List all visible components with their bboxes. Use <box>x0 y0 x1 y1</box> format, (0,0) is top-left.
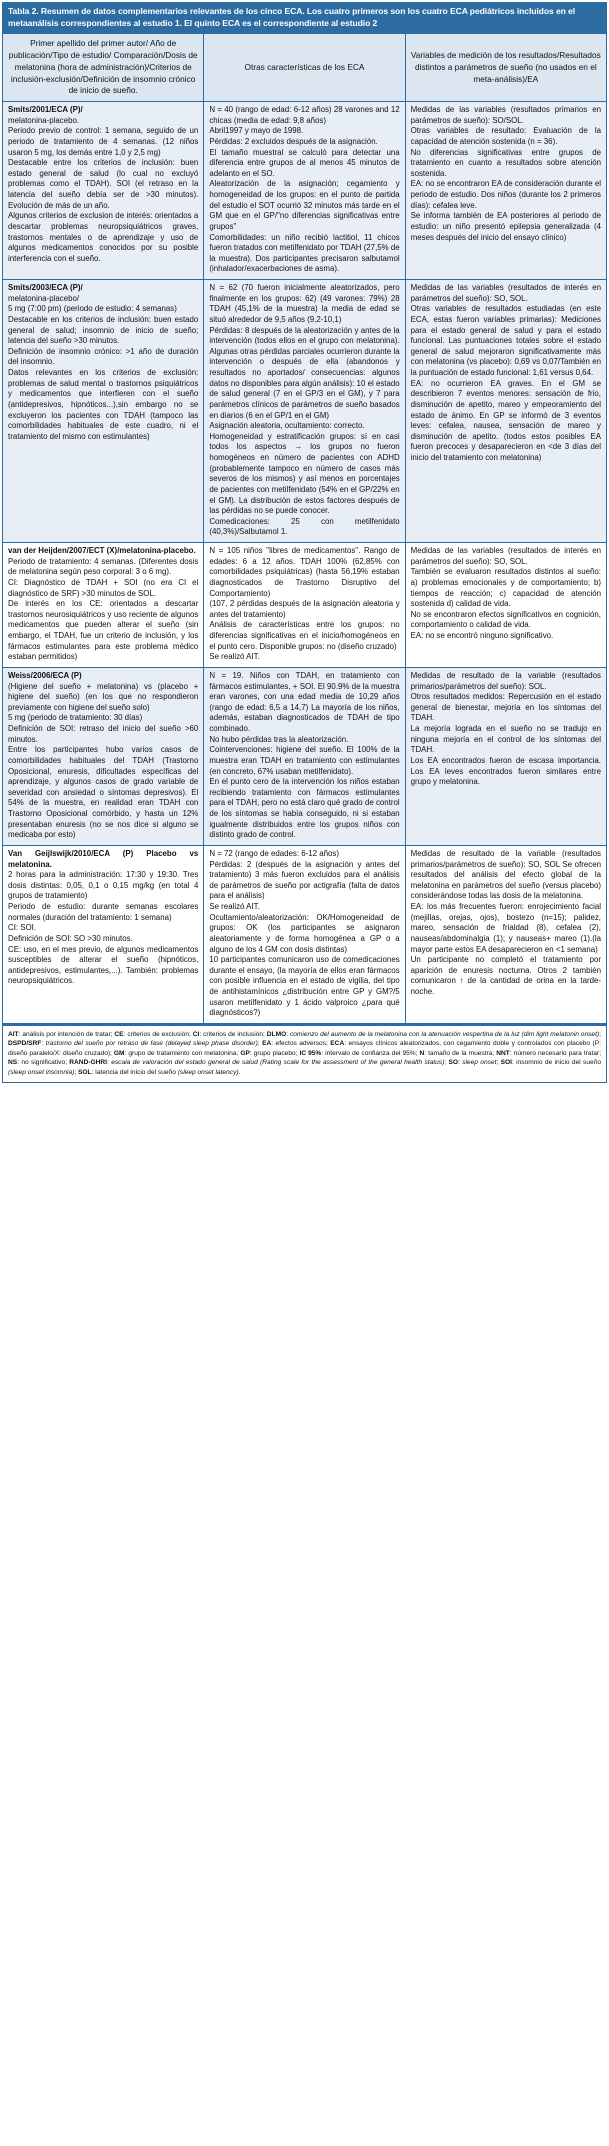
cell-paragraph: EA: los más frecuentes fueron: enrojecimiento facial (mejillas, orejas, ojos), bostezo (n=15); palidez, mareo, sensación de frialdad (8), cefalea (2), nauseas/abdominalgia (1); y nauseas+ mareo (1).(la mayor parte estos EA desaparecieron en <1 semana) <box>410 902 601 954</box>
cell-paragraph: Aleatorización de la asignación; cegamiento y homogeneidad de los grupos: en el punto de partida del estudio el SOT ocurrió 32 minutos más tarde en el GM que en el GP/"no diferencias significativas entre grupos" <box>209 179 400 231</box>
cell-col2 <box>204 280 405 543</box>
cell-paragraph: La mejoría lograda en el sueño no se tradujo en ninguna mejoría en el control de los síntomas del TDAH. <box>410 724 601 755</box>
cell-paragraph: CI: Diagnóstico de TDAH + SOI (no era CI el diagnóstico de SRF) >30 minutos de SOL. <box>8 577 199 598</box>
footnote-abbrev: DLMO <box>266 1030 287 1038</box>
footnote-separator: ; <box>74 1068 79 1076</box>
cell-paragraph: Medidas de resultado de la variable (resultados primarios/parámetros de sueño): SO, SOL Se ofrecen resultados del análisis del efecto global de la melatonina en parámetros del sueño (versus placebo) considerándose todas las dosis de la melatonina. <box>410 848 601 901</box>
footnote-abbrev: ECA <box>330 1040 345 1048</box>
cell-paragraph: Algunos criterios de exclusion de interés: orientados a descartar problemas neuropsiquiátricos graves, trastornos mentales o de aprendizaje y uso de algunos medicamentos conocidos por su posible interferencia con el sueño. <box>8 211 199 263</box>
cell-paragraph: Definición de SOI: SO >30 minutos. <box>8 933 133 943</box>
cell-paragraph: Datos relevantes en los criterios de exclusión: problemas de salud mental o trastornos psiquiátricos y medicamentos que interfieren con el sueño (antidepresivos, hipnóticos...),sin embargo no se excluyeron los pacientes con TDAH (tampoco las comorbilidades habituales de este cuadro, ni el tratamiento del mismo con estimulantes) <box>8 368 199 441</box>
table-row <box>3 280 607 543</box>
footnote-definition: : grupo placebo; <box>249 1049 300 1057</box>
column-header-1: Primer apellido del primer autor/ Año de publicación/Tipo de estudio/ Comparación/Dosis de melatonina (hora de administración)/Criterios de inclusión-exclusión/Definición de insomnio crónico de inicio de sueño. <box>3 34 204 102</box>
footnote-definition: : latencia del inicio del sueño <box>91 1068 178 1076</box>
cell-paragraph: El tamaño muestral se calculó para detectar una diferencia entre grupos de al menos 45 minutos de adelanto en el SO. <box>209 147 400 178</box>
footnote-definition: : tamaño de la muestra; <box>424 1049 497 1057</box>
cell-paragraph: 5 mg (7:00 pm) (periodo de estudio: 4 semanas) <box>8 304 177 314</box>
cell-paragraph: Smits/2001/ECA (P)/ <box>8 105 83 115</box>
table-row <box>3 667 607 845</box>
cell-paragraph: Los EA encontrados fueron de escasa importancia. Los EA leves encontrados fueron similares entre grupo y melatonina. <box>410 755 601 787</box>
footnote-abbrev: GM <box>113 1049 125 1057</box>
cell-paragraph: Pérdidas: 2 (después de la asignación y antes del tratamiento) 3 más fueron excluidos para el análisis de parámetros de sueño por actigrafía (falta de datos para el análisis) <box>209 859 400 901</box>
footnote-abbrev: SO <box>448 1059 458 1067</box>
footnote-separator: . <box>238 1068 241 1076</box>
cell-paragraph: Definición de SOI: retraso del inicio del sueño >60 minutos. <box>8 724 199 744</box>
cell-paragraph: CE: uso, en el mes previo, de algunos medicamentos susceptibles de alterar el sueño (hipnóticos, antidepresivos, estimulantes,...). También: problemas neuropsiquiátricos. <box>8 944 199 986</box>
cell-paragraph: Otros resultados medidos: Repercusión en el estado general de bienestar, mejoría en los síntomas del TDAH. <box>410 692 601 723</box>
footnote-abbrev: NNT <box>496 1049 510 1057</box>
caption-label: Tabla 2. <box>8 6 39 16</box>
cell-col3 <box>405 845 606 1023</box>
cell-paragraph: Destacable en los criterios de inclusión: buen estado general de salud; insomnio de inicio de sueño; latencia del sueño >30 minutos. <box>8 314 199 346</box>
footnote-definition: : intervalo de confianza del 95%; <box>321 1049 420 1057</box>
table-caption <box>3 3 607 34</box>
cell-paragraph: Smits/2003/ECA (P)/ <box>8 283 83 293</box>
footnote-definition: : criterios de exclusión; <box>123 1030 193 1038</box>
footnote-abbrev: NS <box>8 1059 18 1067</box>
cell-col1 <box>3 102 204 280</box>
footnote-definition: : número necesario para tratar; <box>509 1049 602 1057</box>
footnote-definition: : análisis por intención de tratar; <box>18 1030 115 1038</box>
cell-paragraph: Otras variables de resultados estudiadas (en este ECA, estas fueron variables primarias): Mediciones para el estado general de salud y para el estado funcional. Las puntuaciones totales sobre el estado general de salud mejoraron significativamente más con melatonina (vs placebo): 0,69 vs 0,07/También en la puntuación de estado funcional: 1,61 versus 0,64. <box>410 304 601 378</box>
footnote-definition: : insomnio de inicio del sueño <box>511 1059 602 1067</box>
footnote-abbrev: RAND-GHRI <box>69 1059 108 1067</box>
cell-paragraph: Homogeneidad y estratificación grupos: sí en casi todos los aspectos → los grupos no fueron homogéneos en número de pacientes con ADHD (probablemente tampoco en número de casos más severos de los mismos) y así menos en porcentajes de pacientes con metilfenidato (54% en el GP/22% en el GM). La distribución de estos factores después de las pérdidas no se puede conocer. <box>209 431 400 516</box>
cell-paragraph: EA: no se encontró ninguno significativo. <box>410 631 554 641</box>
table-row <box>3 102 607 280</box>
cell-paragraph: Medidas de las variables (resultados primarios en parámetros de sueño): SO/SOL. <box>410 105 601 125</box>
footnote-abbrev: SOI <box>500 1059 512 1067</box>
cell-paragraph: Definición de insomnio crónico: >1 año de duración del insomnio. <box>8 346 199 367</box>
cell-paragraph: No hubo pérdidas tras la aleatorización. <box>209 734 349 744</box>
footnote-definition: : <box>457 1059 463 1067</box>
footnote-definition: : no significativo; <box>17 1059 70 1067</box>
cell-col2 <box>204 102 405 280</box>
footnote-definition-italic: (sleep onset insomnia) <box>8 1068 75 1076</box>
supplementary-data-table <box>2 2 607 1024</box>
table-footnote <box>2 1024 607 1083</box>
footnote-abbrev: CE <box>114 1030 124 1038</box>
cell-paragraph: Abril1997 y mayo de 1998. <box>209 126 304 136</box>
cell-col1 <box>3 845 204 1023</box>
cell-paragraph: También se evaluaron resultados distintos al sueño: a) problemas emocionales y de comportamiento; b) tiempos de reacción; c) capacidad de atención sostenida d) calidad de vida. <box>410 567 601 609</box>
cell-col2 <box>204 845 405 1023</box>
cell-paragraph: N = 40 (rango de edad: 6-12 años) 28 varones and 12 chicas (media de edad: 9,8 años) <box>209 105 400 125</box>
footnote-abbrev: CI <box>192 1030 200 1038</box>
cell-paragraph: Destacable entre los criterios de inclusión: buen estado general de salud (lo cual no excluyó problemas como el TDAH). SOI (el retraso en la latencia del sueño debía ser de >30 minutos). Evolución de más de un año. <box>8 158 199 210</box>
cell-paragraph: Periodo de estudio: durante semanas escolares normales (duración del tratamiento: 1 semana) <box>8 902 199 922</box>
cell-col3 <box>405 543 606 668</box>
cell-col2 <box>204 667 405 845</box>
footnote-definition: : ensayos clínicos aleatorizados, con cegamiento doble y controlados con placebo (P: diseño paralelo/X: diseño cruzado); <box>8 1040 601 1057</box>
cell-paragraph: Se informa también de EA posteriores al periodo de estudio: un niño presentó epilepsia generalizada (4 meses después del inicio del ensayo clínico) <box>410 211 601 242</box>
table-row <box>3 845 607 1023</box>
table-caption-row <box>3 3 607 34</box>
cell-paragraph: N = 19. Niños con TDAH, en tratamiento con fármacos estimulantes, + SOI. El 90.9% de la muestra eran varones, con una edad media de 10,29 años (rango de edad: 6,5 a 14,7) La mayoría de los niños, además, estaban diagnosticados de TDAH de tipo combinado. <box>209 670 400 734</box>
cell-paragraph: Comedicaciones: 25 con metilfenidato (40,3%)/Salbutamol 1. <box>209 516 400 537</box>
table-header-row <box>3 34 607 102</box>
column-header-3: Variables de medición de los resultados/Resultados distintos a parámetros de sueño (no usados en el meta-análisis)/EA <box>405 34 606 102</box>
footnote-separator: ; <box>496 1059 501 1067</box>
cell-paragraph: CI: SOI. <box>8 923 37 933</box>
cell-paragraph: Ocultamiento/aleatorización: OK/Homogeneidad de grupos: OK (los participantes se asignaron aleatoriamente y de forma homogénea a GP o a alguno de los 4 GM con dosis distintas) <box>209 912 400 954</box>
cell-paragraph: Un participante no completó el tratamiento por aparición de enuresis nocturna. Otros 2 también comunicaron ↑ de la cantidad de orina en la tarde-noche. <box>410 955 601 997</box>
cell-paragraph: EA: no se encontraron EA de consideración durante el periodo de estudio. Dos niños (durante los 2 primeros días): cefalea leve. <box>410 179 601 210</box>
cell-paragraph: Comorbilidades: un niño recibió lactitiol, 11 chicos fueron tratados con metilfenidato por TDAH (27,5% de la muestra). Dos participantes precisaron salbutamol (inhalador/exacerbaciones de asma). <box>209 232 400 274</box>
footnote-definition: : <box>41 1040 46 1048</box>
footnote-definition: : <box>107 1059 112 1067</box>
footnote-definition-italic: (sleep onset latency) <box>177 1068 239 1076</box>
column-header-2: Otras características de los ECA <box>204 34 405 102</box>
cell-paragraph: En el punto cero de la intervención los niños estaban recibiendo tratamiento con fármacos estimulantes para el TDAH, pero no está claro qué grado de control de los síntomas se había conseguido, ni si estaban igualmente distribuidos entre los grupos niños con distinto grado de control. <box>209 777 400 840</box>
cell-paragraph: van der Heijden/2007/ECT (X)/melatonina-placebo. <box>8 546 196 556</box>
footnote-abbrev: SOL <box>78 1068 92 1076</box>
cell-paragraph: EA: no ocurrieron EA graves. En el GM se describieron 7 eventos menores: sensación de frio, disminución de apetito, mareo y empeoramiento del estado de ánimo. En GP se informó de 3 eventos leves: cefalea, nausea, sensación de mareo y disminución de apetito. (todos estos posibles EA fueron precoces y desaparecieron en <de 3 días del inicio del tratamiento con melatonina) <box>410 378 601 463</box>
caption-text: Resumen de datos complementarios relevantes de los cinco ECA. Los cuatro primeros son los cuatro ECA pediátricos incluidos en el metaanálisis correspondientes al estudio 1. El quinto ECA es el correspondiente al estudio 2 <box>8 6 576 28</box>
cell-paragraph: Periodo de tratamiento: 4 semanas. (Diferentes dosis de melatonina según peso corporal: 3 o 6 mg). <box>8 556 199 577</box>
footnote-definition-italic: sleep onset <box>462 1059 497 1067</box>
footnote-definition-italic: trastorno del sueño por retraso de fase (delayed sleep phase disorder) <box>45 1040 258 1048</box>
cell-paragraph: (107, 2 pérdidas después de la asignación aleatoria y antes del tratamiento) <box>209 599 400 619</box>
cell-col3 <box>405 280 606 543</box>
footnote-definition: : <box>286 1030 290 1038</box>
cell-paragraph: Cointervenciones: higiene del sueño. El 100% de la muestra eran TDAH en tratamiento con estimulantes (en concreto, 67% usaban metilfenidato). <box>209 745 400 776</box>
footnote-abbrev: GP <box>240 1049 250 1057</box>
cell-paragraph: De interés en los CE: orientados a descartar trastornos neurosiquiátricos y uso reciente de algunos medicamentos que pueden alterar el sueño (sin embargo, el TDAH, fue un criterio de inclusión, y los fármacos estimulantes para este problema médico estaban permitidos) <box>8 599 199 662</box>
cell-paragraph: 2 horas para la administración: 17:30 y 19:30. Tres dosis distintas: 0,05, 0,1 o 0,15 mg/kg (en total 4 grupos de tratamiento) <box>8 870 199 901</box>
footnote-abbrev: IC 95% <box>299 1049 322 1057</box>
cell-col3 <box>405 667 606 845</box>
footnote-abbrev: DSPD/SRF <box>8 1040 42 1048</box>
footnote-definition: : criterios de inclusión; <box>199 1030 267 1038</box>
cell-col1 <box>3 543 204 668</box>
cell-paragraph: No diferencias significativas entre grupos de tratamiento en cuanto a resultados sobre atención sostenida. <box>410 147 601 178</box>
table-row <box>3 543 607 668</box>
cell-paragraph: Medidas de las variables (resultados de interés en parámetros del sueño): SO, SOL. <box>410 546 601 566</box>
cell-paragraph: N = 72 (rango de edades: 6-12 años) <box>209 848 339 858</box>
cell-paragraph: Se realizó AIT. <box>209 652 260 662</box>
cell-paragraph: melatonina-placebo. <box>8 115 80 125</box>
cell-col2 <box>204 543 405 668</box>
cell-paragraph: Entre los participantes hubo varios casos de comorbilidades habituales del TDAH (Trastorno Oposicional, enuresis, dificultades específicas del aprendizaje, y algunos casos de grado variable de severidad con ansiedad o síntomas depresivos). El 54% de la muestra, en realidad eran TDAH con Trastorno Oposicional comórbido, y hasta un 12% presentaban enuresis (no se nos dice si alguno se medicaba por esto) <box>8 745 199 840</box>
cell-paragraph: Pérdidas: 8 después de la aleatorización y antes de la intervención (todos ellos en el grupo con melatonina). Algunas otras pérdidas parciales ocurrieron durante la intervención o después de ella (abandonos y resultados no aportados/ consecuencias: algunos datos no disponibles para algún análisis): 10 el estado de salud general (7 en el GP/3 en el GM), y 7 para parámetros clínicos de parámetros de sueño basados en diarios (6 en el GP/1 en el GM) <box>209 325 400 420</box>
cell-paragraph: Medidas de resultado de la variable (resultados primarios/parámetros del sueño): SOL. <box>410 670 601 691</box>
cell-paragraph: 10 participantes comunicaron uso de comedicaciones durante el ensayo, (la mayoría de ellos eran fármacos con posible influencia en el estado de vigilia, del tipo de antihistamínicos ¿distribución entre GP y GM?/5 usaron metilfenidato y 1 ácido valproico ¿para qué diagnósticos?) <box>209 955 400 1018</box>
footnote-abbrev: AIT <box>8 1030 19 1038</box>
cell-paragraph: Asignación aleatoria, ocultamiento: correcto. <box>209 421 365 431</box>
cell-paragraph: (Higiene del sueño + melatonina) vs (placebo + higiene del sueño) (en los que no respondieron previamente con higiene del sueño solo) <box>8 681 199 712</box>
cell-paragraph: 5 mg (periodo de tratamiento: 30 días) <box>8 713 143 723</box>
footnote-definition: : efectos adversos; <box>271 1040 331 1048</box>
cell-col3 <box>405 102 606 280</box>
footnote-definition-italic: escala de valoración del estado general de salud (Rating scale for the assessment of the general health status) <box>111 1059 445 1067</box>
footnote-definition-italic: comienzo del aumento de la melatonina con la atenuación vespertina de la luz (dim light melatonin onset) <box>289 1030 600 1038</box>
footnote-abbrev: EA <box>262 1040 272 1048</box>
cell-paragraph: Weiss/2006/ECA (P) <box>8 670 82 680</box>
footnote-separator: ; <box>444 1059 449 1067</box>
footnote-separator: ; <box>257 1040 263 1048</box>
cell-paragraph: N = 62 (70 fueron inicialmente aleatorizados, pero finalmente en los grupos: 62) (49 varones: 79%) 28 TDAH (45,1% de la muestra) la media de edad se situó alrededor de 9,5 años (9,2-10,1) <box>209 283 400 324</box>
cell-paragraph: No se encontraron efectos significativos en cognición, comportamiento o calidad de vida. <box>410 609 601 630</box>
footnote-abbrev: N <box>419 1049 425 1057</box>
cell-paragraph: Periodo previo de control: 1 semana, seguido de un periodo de tratamiento de 4 semanas. (12 niños usaron 5 mg, los demás entre 1,0 y 2,5 mg) <box>8 126 199 157</box>
footnote-separator: ; <box>599 1030 601 1038</box>
cell-paragraph: Análisis de características entre los grupos: no diferencias significativas en el inicio/homogéneos en el punto cero. Disponible grupos: no (diseño cruzado) <box>209 620 400 651</box>
cell-paragraph: Se realizó AIT. <box>209 902 260 912</box>
cell-col1 <box>3 667 204 845</box>
cell-paragraph: Pérdidas: 2 excluidos después de la asignación. <box>209 136 378 146</box>
cell-paragraph: Van Geijlswijk/2010/ECA (P) Placebo vs melatonina. <box>8 848 199 869</box>
cell-paragraph: N = 105 niños "libres de medicamentos". Rango de edades: 6 a 12 años. TDAH 100% (62,85% con comorbilidades psiquiátricas) (hasta 56,19% estaban diagnosticados de Trastorno Disruptivo del Comportamiento) <box>209 546 400 598</box>
cell-paragraph: melatonina-placebo/ <box>8 293 80 303</box>
footnote-definition: : grupo de tratamiento con melatonina; <box>124 1049 241 1057</box>
cell-paragraph: Otras variables de resultado: Evaluación de la capacidad de atención sostenida (n = 36). <box>410 126 601 146</box>
cell-paragraph: Medidas de las variables (resultados de interés en parámetros del sueño): SO, SOL. <box>410 283 601 303</box>
cell-col1 <box>3 280 204 543</box>
